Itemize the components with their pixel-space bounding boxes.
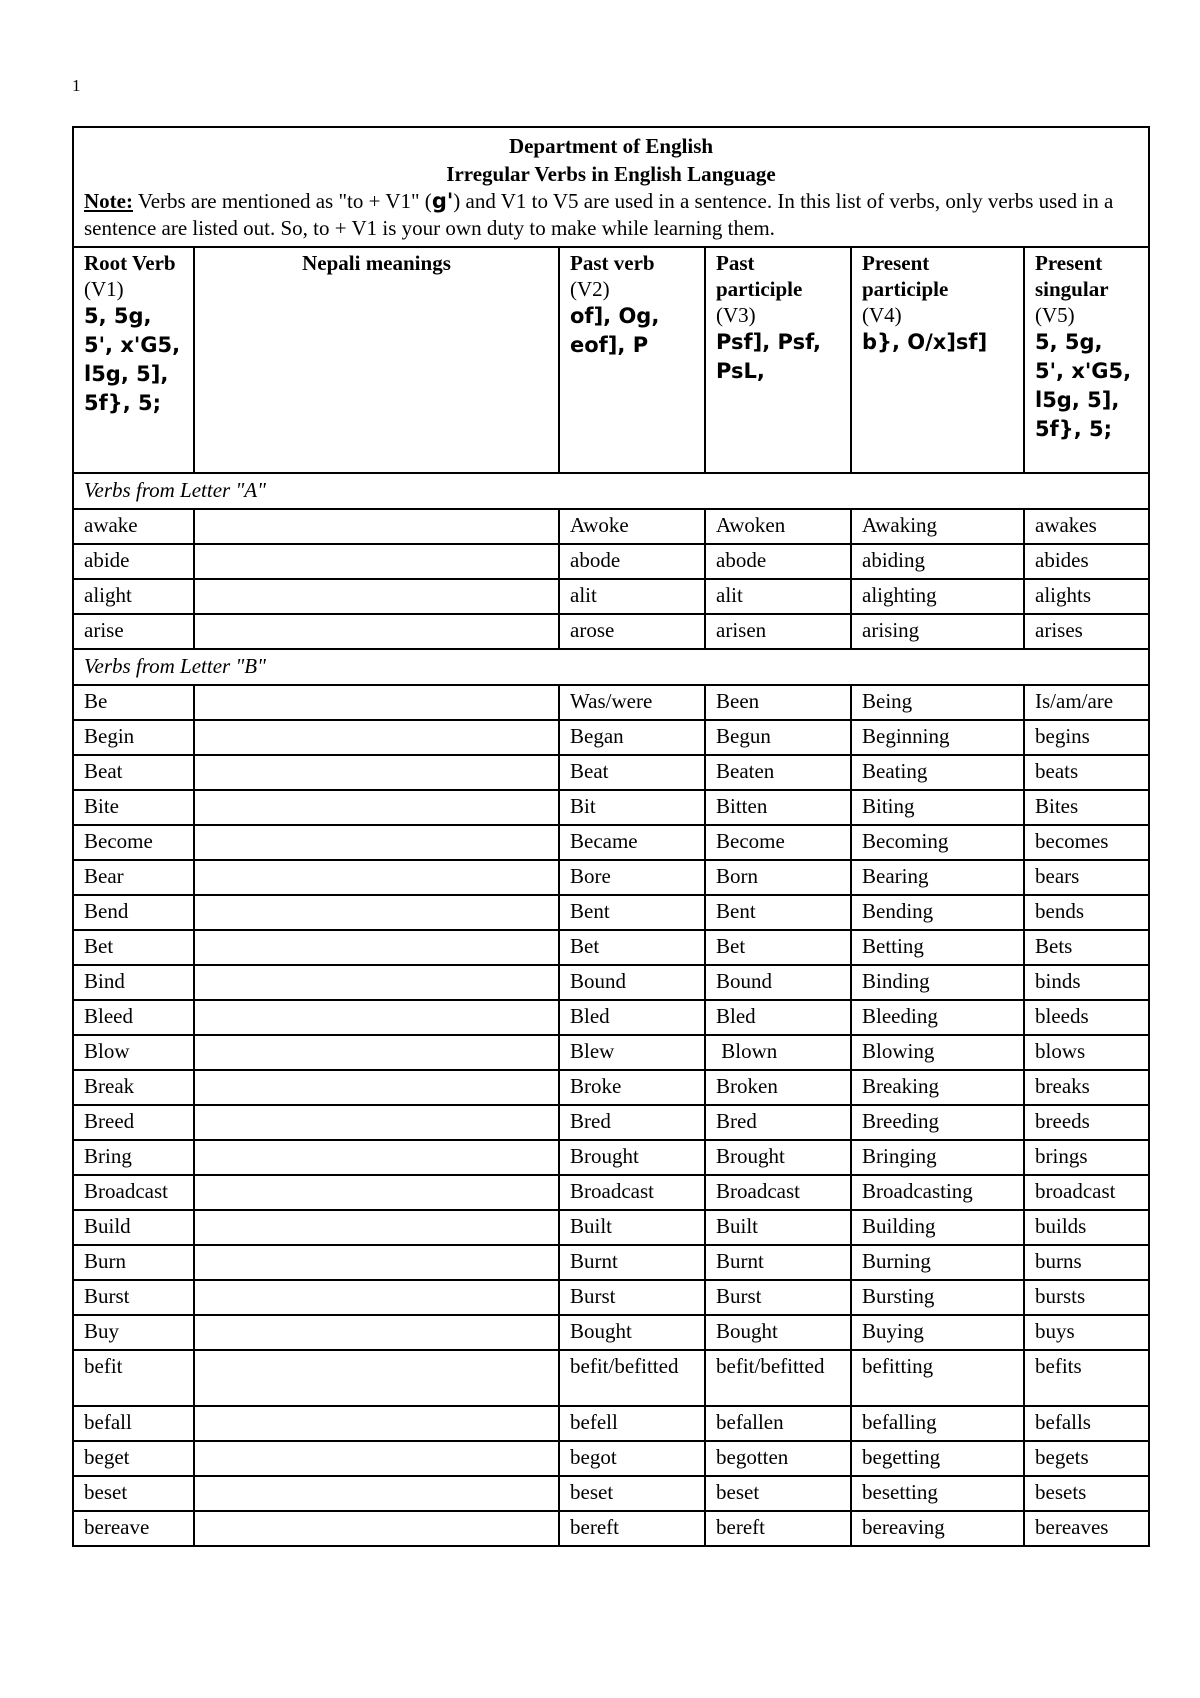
root-verb-cell: Burst xyxy=(73,1280,194,1315)
table-row xyxy=(73,1441,1149,1476)
past-verb-cell: Bought xyxy=(559,1315,705,1350)
table-row xyxy=(73,544,1149,579)
present-participle-cell: besetting xyxy=(851,1476,1024,1511)
root-verb-cell: Broadcast xyxy=(73,1175,194,1210)
document-title: Irregular Verbs in English Language xyxy=(446,162,776,186)
present-participle-cell: Binding xyxy=(851,965,1024,1000)
present-singular-cell: begets xyxy=(1024,1441,1149,1476)
table-row xyxy=(73,1035,1149,1070)
column-title: Present participle xyxy=(862,251,949,301)
table-row xyxy=(73,790,1149,825)
present-singular-cell: abides xyxy=(1024,544,1149,579)
present-singular-cell: befits xyxy=(1024,1350,1149,1406)
present-participle-cell: Beating xyxy=(851,755,1024,790)
past-verb-cell: befit/befitted xyxy=(559,1350,705,1406)
table-row xyxy=(73,579,1149,614)
nepali-meaning-cell xyxy=(194,895,559,930)
section-header-row xyxy=(73,473,1149,509)
section-header-row xyxy=(73,649,1149,685)
column-glyph: of], Og, eof], P xyxy=(570,304,660,357)
root-verb-cell: Breed xyxy=(73,1105,194,1140)
root-verb-cell: Begin xyxy=(73,720,194,755)
column-code: (V1) xyxy=(84,277,124,301)
present-participle-cell: Breeding xyxy=(851,1105,1024,1140)
document-heading-row xyxy=(73,127,1149,247)
root-verb-cell: beset xyxy=(73,1476,194,1511)
nepali-meaning-cell xyxy=(194,965,559,1000)
past-verb-cell: Bet xyxy=(559,930,705,965)
department-title: Department of English xyxy=(508,134,714,158)
root-verb-cell: Be xyxy=(73,685,194,720)
present-singular-cell: besets xyxy=(1024,1476,1149,1511)
table-row xyxy=(73,685,1149,720)
past-participle-cell: Bound xyxy=(705,965,851,1000)
nepali-meaning-cell xyxy=(194,1000,559,1035)
past-participle-cell: Begun xyxy=(705,720,851,755)
nepali-meaning-cell xyxy=(194,825,559,860)
nepali-meaning-cell xyxy=(194,1280,559,1315)
past-participle-cell: Bought xyxy=(705,1315,851,1350)
past-participle-cell: Broadcast xyxy=(705,1175,851,1210)
past-verb-cell: Bled xyxy=(559,1000,705,1035)
past-participle-cell: befit/befitted xyxy=(705,1350,851,1406)
root-verb-cell: Beat xyxy=(73,755,194,790)
root-verb-cell: abide xyxy=(73,544,194,579)
column-glyph: b}, O/x]sf] xyxy=(862,330,988,354)
nepali-meaning-cell xyxy=(194,1441,559,1476)
nepali-meaning-cell xyxy=(194,1175,559,1210)
past-verb-cell: Became xyxy=(559,825,705,860)
table-row xyxy=(73,860,1149,895)
root-verb-cell: Buy xyxy=(73,1315,194,1350)
present-singular-cell: Bets xyxy=(1024,930,1149,965)
column-glyph: 5, 5g, 5', x'G5, l5g, 5], 5f}, 5; xyxy=(84,304,181,415)
present-participle-cell: Bleeding xyxy=(851,1000,1024,1035)
past-verb-cell: Blew xyxy=(559,1035,705,1070)
present-singular-cell: arises xyxy=(1024,614,1149,649)
section-label: Verbs from Letter "B" xyxy=(73,649,1149,685)
past-participle-cell: Burst xyxy=(705,1280,851,1315)
past-verb-cell: Bound xyxy=(559,965,705,1000)
root-verb-cell: Blow xyxy=(73,1035,194,1070)
root-verb-cell: Bring xyxy=(73,1140,194,1175)
table-row xyxy=(73,1315,1149,1350)
nepali-meaning-cell xyxy=(194,1350,559,1406)
present-singular-cell: bleeds xyxy=(1024,1000,1149,1035)
table-row xyxy=(73,930,1149,965)
past-participle-cell: Become xyxy=(705,825,851,860)
column-header-past-verb xyxy=(559,247,705,473)
present-singular-cell: builds xyxy=(1024,1210,1149,1245)
present-participle-cell: Bursting xyxy=(851,1280,1024,1315)
table-row xyxy=(73,614,1149,649)
past-participle-cell: Bet xyxy=(705,930,851,965)
root-verb-cell: Bite xyxy=(73,790,194,825)
column-header-nepali-meanings xyxy=(194,247,559,473)
past-verb-cell: Brought xyxy=(559,1140,705,1175)
present-participle-cell: Blowing xyxy=(851,1035,1024,1070)
table-row xyxy=(73,1406,1149,1441)
column-title: Nepali meanings xyxy=(302,251,451,275)
present-participle-cell: arising xyxy=(851,614,1024,649)
nepali-meaning-cell xyxy=(194,1315,559,1350)
nepali-meaning-cell xyxy=(194,685,559,720)
table-row xyxy=(73,1280,1149,1315)
past-verb-cell: abode xyxy=(559,544,705,579)
past-participle-cell: beset xyxy=(705,1476,851,1511)
nepali-meaning-cell xyxy=(194,1035,559,1070)
column-header-past-participle xyxy=(705,247,851,473)
column-code: (V5) xyxy=(1035,303,1075,327)
present-singular-cell: befalls xyxy=(1024,1406,1149,1441)
past-verb-cell: befell xyxy=(559,1406,705,1441)
present-participle-cell: abiding xyxy=(851,544,1024,579)
past-participle-cell: Broken xyxy=(705,1070,851,1105)
column-header-present-singular xyxy=(1024,247,1149,473)
nepali-meaning-cell xyxy=(194,755,559,790)
past-participle-cell: Burnt xyxy=(705,1245,851,1280)
table-row xyxy=(73,509,1149,544)
past-participle-cell: Built xyxy=(705,1210,851,1245)
nepali-meaning-cell xyxy=(194,1511,559,1546)
root-verb-cell: Bend xyxy=(73,895,194,930)
past-verb-cell: alit xyxy=(559,579,705,614)
note-text-b: ) and V1 to V5 are used in a sentence. In this list of verbs, only verbs used in a sentence are listed out. So, to + V1 is your own duty to make while learning them. xyxy=(84,189,1114,240)
present-participle-cell: Buying xyxy=(851,1315,1024,1350)
column-code: (V4) xyxy=(862,303,902,327)
present-singular-cell: buys xyxy=(1024,1315,1149,1350)
present-singular-cell: Bites xyxy=(1024,790,1149,825)
nepali-meaning-cell xyxy=(194,720,559,755)
present-singular-cell: burns xyxy=(1024,1245,1149,1280)
present-singular-cell: broadcast xyxy=(1024,1175,1149,1210)
present-participle-cell: bereaving xyxy=(851,1511,1024,1546)
past-participle-cell: arisen xyxy=(705,614,851,649)
present-participle-cell: Bearing xyxy=(851,860,1024,895)
present-singular-cell: binds xyxy=(1024,965,1149,1000)
page-number: 1 xyxy=(72,76,81,95)
past-participle-cell: Bled xyxy=(705,1000,851,1035)
past-verb-cell: Bred xyxy=(559,1105,705,1140)
present-participle-cell: befitting xyxy=(851,1350,1024,1406)
nepali-meaning-cell xyxy=(194,1406,559,1441)
present-participle-cell: Beginning xyxy=(851,720,1024,755)
past-participle-cell: Beaten xyxy=(705,755,851,790)
nepali-meaning-cell xyxy=(194,1070,559,1105)
table-row xyxy=(73,755,1149,790)
past-participle-cell: begotten xyxy=(705,1441,851,1476)
table-row xyxy=(73,825,1149,860)
root-verb-cell: arise xyxy=(73,614,194,649)
past-verb-cell: Broke xyxy=(559,1070,705,1105)
root-verb-cell: befit xyxy=(73,1350,194,1406)
present-singular-cell: begins xyxy=(1024,720,1149,755)
document-heading xyxy=(73,127,1149,247)
nepali-meaning-cell xyxy=(194,1210,559,1245)
table-row xyxy=(73,1175,1149,1210)
present-participle-cell: Bending xyxy=(851,895,1024,930)
column-glyph: Psf], Psf, PsL, xyxy=(716,330,822,383)
root-verb-cell: beget xyxy=(73,1441,194,1476)
column-header-present-participle xyxy=(851,247,1024,473)
table-row xyxy=(73,1476,1149,1511)
present-singular-cell: bursts xyxy=(1024,1280,1149,1315)
nepali-meaning-cell xyxy=(194,1476,559,1511)
past-participle-cell: Bent xyxy=(705,895,851,930)
root-verb-cell: awake xyxy=(73,509,194,544)
section-label: Verbs from Letter "A" xyxy=(73,473,1149,509)
column-code: (V3) xyxy=(716,303,756,327)
present-singular-cell: becomes xyxy=(1024,825,1149,860)
table-row xyxy=(73,1511,1149,1546)
past-verb-cell: Bore xyxy=(559,860,705,895)
present-participle-cell: befalling xyxy=(851,1406,1024,1441)
present-participle-cell: Building xyxy=(851,1210,1024,1245)
table-row xyxy=(73,1350,1149,1406)
column-title: Past participle xyxy=(716,251,803,301)
past-participle-cell: Awoken xyxy=(705,509,851,544)
past-participle-cell: Brought xyxy=(705,1140,851,1175)
irregular-verbs-table xyxy=(72,126,1150,1547)
present-participle-cell: alighting xyxy=(851,579,1024,614)
present-singular-cell: brings xyxy=(1024,1140,1149,1175)
present-participle-cell: Awaking xyxy=(851,509,1024,544)
present-singular-cell: bereaves xyxy=(1024,1511,1149,1546)
root-verb-cell: Become xyxy=(73,825,194,860)
present-singular-cell: Is/am/are xyxy=(1024,685,1149,720)
table-row xyxy=(73,1000,1149,1035)
past-verb-cell: Broadcast xyxy=(559,1175,705,1210)
past-verb-cell: Began xyxy=(559,720,705,755)
column-title: Past verb xyxy=(570,251,655,275)
column-header-row xyxy=(73,247,1149,473)
nepali-meaning-cell xyxy=(194,579,559,614)
past-participle-cell: abode xyxy=(705,544,851,579)
past-participle-cell: Born xyxy=(705,860,851,895)
table-row xyxy=(73,1245,1149,1280)
past-verb-cell: Bent xyxy=(559,895,705,930)
past-verb-cell: beset xyxy=(559,1476,705,1511)
root-verb-cell: Bear xyxy=(73,860,194,895)
table-row xyxy=(73,1140,1149,1175)
past-participle-cell: Blown xyxy=(705,1035,851,1070)
past-verb-cell: bereft xyxy=(559,1511,705,1546)
past-verb-cell: Was/were xyxy=(559,685,705,720)
nepali-meaning-cell xyxy=(194,1140,559,1175)
root-verb-cell: befall xyxy=(73,1406,194,1441)
nepali-meaning-cell xyxy=(194,930,559,965)
present-participle-cell: Breaking xyxy=(851,1070,1024,1105)
past-verb-cell: Awoke xyxy=(559,509,705,544)
past-participle-cell: befallen xyxy=(705,1406,851,1441)
table-row xyxy=(73,965,1149,1000)
root-verb-cell: alight xyxy=(73,579,194,614)
root-verb-cell: Build xyxy=(73,1210,194,1245)
nepali-meaning-cell xyxy=(194,1105,559,1140)
nepali-meaning-cell xyxy=(194,614,559,649)
present-singular-cell: bends xyxy=(1024,895,1149,930)
present-participle-cell: Becoming xyxy=(851,825,1024,860)
past-verb-cell: arose xyxy=(559,614,705,649)
note-label: Note: xyxy=(84,189,133,213)
present-singular-cell: breaks xyxy=(1024,1070,1149,1105)
present-participle-cell: Biting xyxy=(851,790,1024,825)
table-row xyxy=(73,1070,1149,1105)
nepali-meaning-cell xyxy=(194,544,559,579)
present-participle-cell: begetting xyxy=(851,1441,1024,1476)
present-singular-cell: alights xyxy=(1024,579,1149,614)
past-participle-cell: Bred xyxy=(705,1105,851,1140)
root-verb-cell: Bet xyxy=(73,930,194,965)
past-verb-cell: Burnt xyxy=(559,1245,705,1280)
table-row xyxy=(73,720,1149,755)
column-title: Root Verb xyxy=(84,251,176,275)
nepali-meaning-cell xyxy=(194,860,559,895)
past-verb-cell: Beat xyxy=(559,755,705,790)
present-singular-cell: bears xyxy=(1024,860,1149,895)
column-code: (V2) xyxy=(570,277,610,301)
table-row xyxy=(73,895,1149,930)
column-glyph: 5, 5g, 5', x'G5, l5g, 5], 5f}, 5; xyxy=(1035,330,1132,441)
present-participle-cell: Being xyxy=(851,685,1024,720)
present-singular-cell: blows xyxy=(1024,1035,1149,1070)
past-verb-cell: Bit xyxy=(559,790,705,825)
column-title: Present singular xyxy=(1035,251,1109,301)
present-singular-cell: breeds xyxy=(1024,1105,1149,1140)
past-verb-cell: Burst xyxy=(559,1280,705,1315)
present-singular-cell: awakes xyxy=(1024,509,1149,544)
root-verb-cell: Bleed xyxy=(73,1000,194,1035)
past-verb-cell: Built xyxy=(559,1210,705,1245)
nepali-meaning-cell xyxy=(194,790,559,825)
past-participle-cell: bereft xyxy=(705,1511,851,1546)
present-participle-cell: Burning xyxy=(851,1245,1024,1280)
root-verb-cell: Burn xyxy=(73,1245,194,1280)
present-singular-cell: beats xyxy=(1024,755,1149,790)
past-participle-cell: alit xyxy=(705,579,851,614)
table-row xyxy=(73,1105,1149,1140)
column-header-root-verb xyxy=(73,247,194,473)
note-text-a: Verbs are mentioned as "to + V1" ( xyxy=(132,189,432,213)
present-participle-cell: Broadcasting xyxy=(851,1175,1024,1210)
note-glyph: g' xyxy=(431,189,454,213)
present-participle-cell: Betting xyxy=(851,930,1024,965)
root-verb-cell: Bind xyxy=(73,965,194,1000)
note-paragraph xyxy=(84,188,1138,242)
past-participle-cell: Been xyxy=(705,685,851,720)
nepali-meaning-cell xyxy=(194,509,559,544)
nepali-meaning-cell xyxy=(194,1245,559,1280)
table-row xyxy=(73,1210,1149,1245)
past-participle-cell: Bitten xyxy=(705,790,851,825)
root-verb-cell: Break xyxy=(73,1070,194,1105)
past-verb-cell: begot xyxy=(559,1441,705,1476)
root-verb-cell: bereave xyxy=(73,1511,194,1546)
present-participle-cell: Bringing xyxy=(851,1140,1024,1175)
